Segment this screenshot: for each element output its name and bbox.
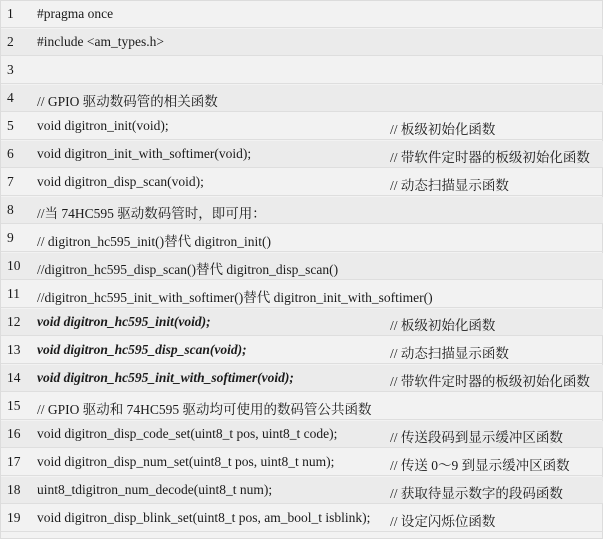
code-line-12: [1, 309, 603, 336]
code-line-14: [1, 365, 603, 392]
code-line-1: [1, 1, 603, 28]
code-line-10: [1, 253, 603, 280]
code-line-8: [1, 197, 603, 224]
code-line-17: [1, 449, 603, 476]
code-text: void digitron_init(void);: [37, 118, 169, 133]
code-line-2: [1, 29, 603, 56]
code-text: // GPIO 驱动数码管的相关函数: [37, 94, 218, 109]
code-text: void digitron_hc595_init_with_softimer(void);: [37, 370, 294, 385]
code-line-15: [1, 393, 603, 420]
code-text: void digitron_hc595_disp_scan(void);: [37, 342, 247, 357]
code-line-18: [1, 477, 603, 504]
code-comment: // 传送 0～9 到显示缓冲区函数: [390, 458, 570, 473]
code-line-13: [1, 337, 603, 364]
code-text: //digitron_hc595_disp_scan()替代 digitron_disp_scan(): [37, 262, 339, 277]
line-number: 2: [7, 34, 14, 49]
line-number: 16: [7, 426, 21, 441]
line-number: 19: [7, 510, 21, 525]
code-line-11: [1, 281, 603, 308]
code-line-16: [1, 421, 603, 448]
code-line-19: [1, 505, 603, 532]
code-comment: // 传送段码到显示缓冲区函数: [390, 430, 563, 445]
line-number: 18: [7, 482, 21, 497]
code-comment: // 带软件定时器的板级初始化函数: [390, 374, 590, 389]
line-number: 11: [7, 286, 20, 301]
code-text: #pragma once: [37, 6, 114, 21]
line-number: 6: [7, 146, 14, 161]
line-number: 3: [7, 62, 14, 77]
code-line-3: [1, 57, 603, 84]
code-text: void digitron_hc595_init(void);: [37, 314, 211, 329]
code-text: void digitron_init_with_softimer(void);: [37, 146, 252, 161]
code-text: uint8_tdigitron_num_decode(uint8_t num);: [37, 482, 273, 497]
line-number: 8: [7, 202, 14, 217]
code-comment: // 板级初始化函数: [390, 318, 496, 333]
line-number: 5: [7, 118, 14, 133]
code-comment: // 获取待显示数字的段码函数: [390, 486, 563, 501]
code-text: #include <am_types.h>: [37, 34, 164, 49]
line-number: 7: [7, 174, 14, 189]
code-comment: // 动态扫描显示函数: [390, 346, 509, 361]
code-text: // digitron_hc595_init()替代 digitron_init(): [37, 234, 271, 249]
code-text: void digitron_disp_code_set(uint8_t pos, uint8_t code);: [37, 426, 338, 441]
line-number: 1: [7, 6, 14, 21]
code-line-9: [1, 225, 603, 252]
code-line-7: [1, 169, 603, 196]
code-comment: // 动态扫描显示函数: [390, 178, 509, 193]
code-text: void digitron_disp_blink_set(uint8_t pos, am_bool_t isblink);: [37, 510, 371, 525]
code-line-6: [1, 141, 603, 168]
code-line-5: [1, 113, 603, 140]
line-number: 12: [7, 314, 21, 329]
code-comment: // 设定闪烁位函数: [390, 514, 496, 529]
line-number: 4: [7, 90, 14, 105]
code-text: // GPIO 驱动和 74HC595 驱动均可使用的数码管公共函数: [37, 402, 372, 417]
code-text: void digitron_disp_num_set(uint8_t pos, uint8_t num);: [37, 454, 335, 469]
line-number: 9: [7, 230, 14, 245]
line-number: 10: [7, 258, 21, 273]
code-text: //digitron_hc595_init_with_softimer()替代 digitron_init_with_softimer(): [37, 290, 433, 305]
code-line-4: [1, 85, 603, 112]
line-number: 15: [7, 398, 21, 413]
code-text: //当 74HC595 驱动数码管时，即可用：: [37, 206, 266, 221]
line-number: 13: [7, 342, 21, 357]
code-text: void digitron_disp_scan(void);: [37, 174, 204, 189]
line-number: 14: [7, 370, 21, 385]
code-comment: // 板级初始化函数: [390, 122, 496, 137]
line-number: 17: [7, 454, 21, 469]
code-comment: // 带软件定时器的板级初始化函数: [390, 150, 590, 165]
